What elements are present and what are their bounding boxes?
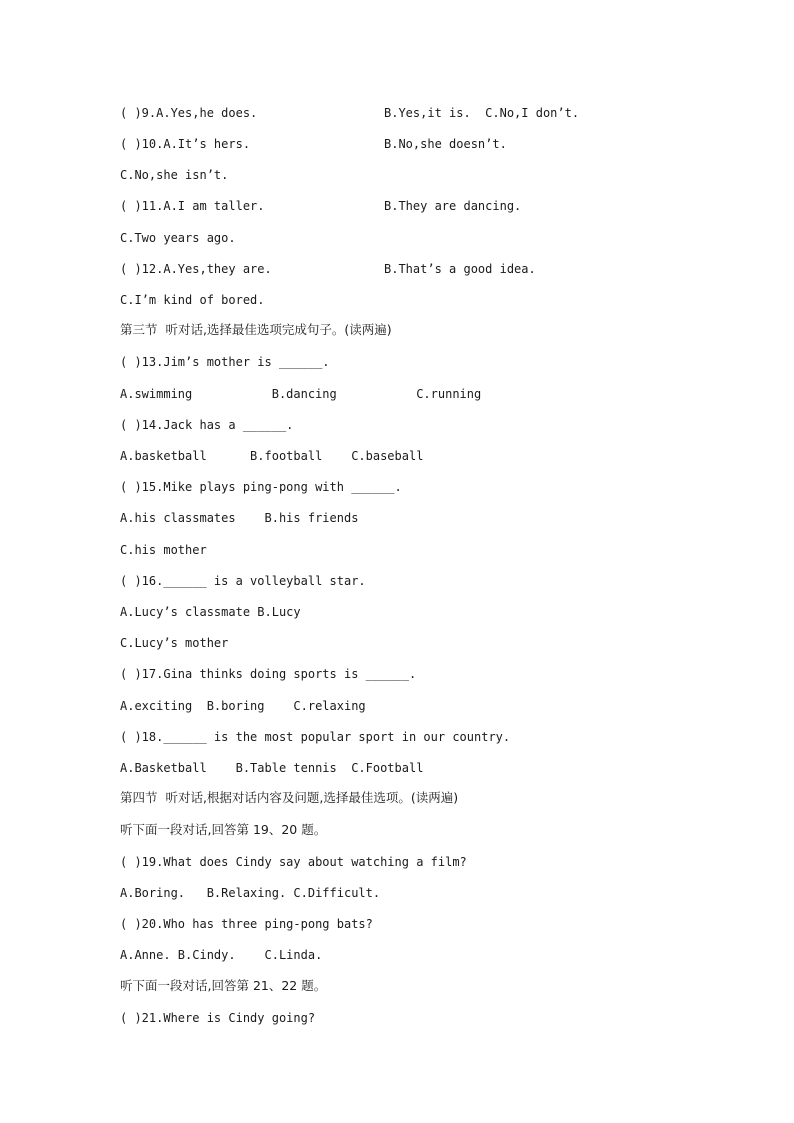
question-16 — [120, 573, 366, 589]
section-heading-3 — [120, 322, 392, 338]
option-line — [120, 604, 301, 620]
question-text: ( )20.Who has three ping-pong bats? — [120, 917, 373, 931]
question-12 — [120, 261, 536, 277]
option-text: A.Basketball B.Table tennis C.Football — [120, 761, 424, 775]
question-9 — [120, 105, 580, 121]
option-text: A.Anne. B.Cindy. C.Linda. — [120, 948, 323, 962]
option-text: A.exciting B.boring C.relaxing — [120, 699, 366, 713]
option-line — [120, 760, 423, 776]
option-text: C.Lucy’s mother — [120, 636, 229, 650]
question-text: ( )14.Jack has a ______. — [120, 418, 294, 432]
question-text: ( )17.Gina thinks doing sports is ______. — [120, 667, 417, 681]
option-line — [120, 947, 322, 963]
option-text: C.Two years ago. — [120, 231, 236, 245]
option-text: ( )12.A.Yes,they are. — [120, 262, 272, 276]
option-line — [120, 230, 236, 246]
question-14 — [120, 417, 293, 433]
option-text: C.No,she isn’t. — [120, 168, 229, 182]
section-heading-4 — [120, 790, 458, 806]
heading-text: 第三节 听对话,选择最佳选项完成句子。(读两遍) — [120, 322, 392, 337]
option-text: ( )11.A.I am taller. — [120, 199, 265, 213]
instruction-line — [120, 978, 326, 994]
heading-text: 第四节 听对话,根据对话内容及问题,选择最佳选项。(读两遍) — [120, 790, 459, 805]
question-10 — [120, 136, 507, 152]
option-text: C.I’m kind of bored. — [120, 293, 265, 307]
option-text: A.Lucy’s classmate B.Lucy — [120, 605, 301, 619]
instruction-line — [120, 822, 326, 838]
option-text: A.Boring. B.Relaxing. C.Difficult. — [120, 886, 381, 900]
option-line — [120, 448, 423, 464]
question-text: ( )13.Jim’s mother is ______. — [120, 355, 330, 369]
question-text: ( )18.______ is the most popular sport in our country. — [120, 730, 511, 744]
question-21 — [120, 1010, 315, 1026]
option-text: B.Yes,it is. C.No,I don’t. — [384, 106, 580, 120]
option-line — [120, 885, 380, 901]
question-19 — [120, 854, 467, 870]
option-line — [120, 635, 228, 651]
question-text: ( )21.Where is Cindy going? — [120, 1011, 316, 1025]
option-line — [120, 698, 366, 714]
question-text: ( )15.Mike plays ping-pong with ______. — [120, 480, 402, 494]
option-line — [120, 510, 358, 526]
option-text: ( )9.A.Yes,he does. — [120, 106, 258, 120]
question-15 — [120, 479, 402, 495]
question-13 — [120, 354, 330, 370]
question-20 — [120, 916, 373, 932]
option-line — [120, 167, 228, 183]
option-line — [120, 292, 265, 308]
option-line — [120, 542, 207, 558]
option-text: B.No,she doesn’t. — [384, 137, 507, 151]
option-line — [120, 386, 481, 402]
question-17 — [120, 666, 416, 682]
option-text: ( )10.A.It’s hers. — [120, 137, 251, 151]
instruction-text: 听下面一段对话,回答第 21、22 题。 — [120, 978, 327, 993]
instruction-text: 听下面一段对话,回答第 19、20 题。 — [120, 822, 327, 837]
option-text: B.They are dancing. — [384, 199, 522, 213]
question-text: ( )19.What does Cindy say about watching a film? — [120, 855, 467, 869]
option-text: A.swimming B.dancing C.running — [120, 387, 482, 401]
option-text: A.his classmates B.his friends — [120, 511, 359, 525]
question-text: ( )16.______ is a volleyball star. — [120, 574, 366, 588]
question-18 — [120, 729, 510, 745]
question-11 — [120, 198, 522, 214]
option-text: A.basketball B.football C.baseball — [120, 449, 424, 463]
option-text: B.That’s a good idea. — [384, 262, 536, 276]
option-text: C.his mother — [120, 543, 207, 557]
